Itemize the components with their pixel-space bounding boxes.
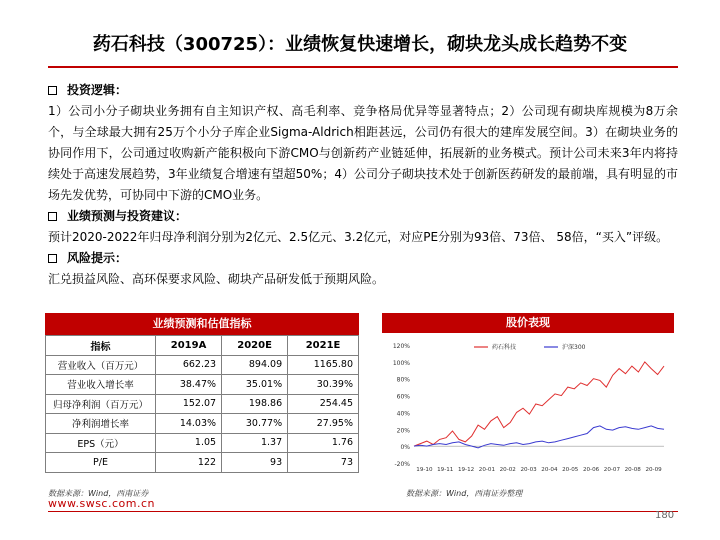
table-row [46, 375, 359, 395]
table-row [46, 433, 359, 453]
table-cell: 27.95% [288, 414, 359, 434]
forecast-paragraph: 预计2020-2022年归母净利润分别为2亿元、2.5亿元、3.2亿元，对应PE分别为93倍、73倍、 58倍，“买入”评级。 [48, 230, 669, 244]
table-cell: 152.07 [156, 394, 222, 414]
table-cell: 93 [222, 453, 288, 473]
row-label: 归母净利润（百万元） [46, 394, 156, 414]
legend-label: 药石科技 [492, 344, 517, 351]
y-tick-label: -20% [394, 461, 410, 468]
stock-line-chart [382, 333, 674, 478]
row-label: 营业收入增长率 [46, 375, 156, 395]
table-title: 业绩预测和估值指标 [45, 313, 359, 335]
logic-paragraph: 1）公司小分子砌块业务拥有自主知识产权、高毛利率、竞争格局优异等显著特点；2）公司现有砌块库规模为8万余个，与全球最大拥有25万个小分子库企业Sigma-Aldrich相距甚远，公司仍有很大的建库发展空间。3）在砌块业务的协同作用下，公司通过收购新产能积极向下游CMO与创新药产业链延伸，拓展新的业务模式。预计公司未来3年内将持续处于高速发展趋势，3年业绩复合增速有望超50%；4）公司分子砌块技术处于创新医药研发的最前端，具有明显的市场先发优势，可协同中下游的CMO业务。 [48, 104, 678, 202]
page-title: 药石科技（300725）：业绩恢复快速增长，砌块龙头成长趋势不变 [92, 34, 628, 55]
forecast-heading [48, 206, 678, 227]
x-tick-label: 20-09 [645, 467, 662, 473]
risk-heading [48, 248, 678, 269]
x-tick-label: 19-11 [437, 467, 454, 473]
x-tick-label: 20-04 [541, 467, 558, 473]
x-tick-label: 20-03 [520, 467, 537, 473]
square-bullet-icon [48, 212, 57, 221]
y-tick-label: 80% [396, 376, 410, 384]
table-source-note: 数据来源：Wind，西南证券 [48, 489, 149, 498]
row-label: 净利润增长率 [46, 414, 156, 434]
table-row [46, 414, 359, 434]
x-tick-label: 19-10 [416, 467, 433, 473]
risk-heading-text: 风险提示： [67, 251, 128, 265]
table-cell: 1.05 [156, 433, 222, 453]
footer-divider [48, 511, 678, 512]
table-cell: 35.01% [222, 375, 288, 395]
table-header: 2019A [156, 336, 222, 356]
table-row [46, 355, 359, 375]
y-tick-label: 100% [392, 359, 410, 367]
logic-heading-text: 投资逻辑： [67, 83, 128, 97]
table-cell: 198.86 [222, 394, 288, 414]
table-cell: 122 [156, 453, 222, 473]
chart-source-note: 数据来源：Wind，西南证券整理 [406, 489, 523, 498]
page-number: 180 [655, 510, 675, 521]
square-bullet-icon [48, 86, 57, 95]
legend-label: 沪深300 [562, 344, 586, 351]
x-tick-label: 19-12 [457, 467, 475, 473]
table-row [46, 453, 359, 473]
stock-chart-panel [382, 313, 674, 478]
row-label: P/E [46, 453, 156, 473]
table-cell: 30.77% [222, 414, 288, 434]
table-cell: 38.47% [156, 375, 222, 395]
table-cell: 1.37 [222, 433, 288, 453]
table-header-row [46, 336, 359, 356]
table-cell: 30.39% [288, 375, 359, 395]
table-cell: 662.23 [156, 355, 222, 375]
square-bullet-icon [48, 254, 57, 263]
table-header: 指标 [46, 336, 156, 356]
title-divider [48, 66, 678, 68]
x-tick-label: 20-02 [499, 467, 516, 473]
x-tick-label: 20-06 [582, 467, 600, 473]
x-tick-label: 20-01 [478, 467, 496, 473]
body-text [48, 80, 678, 290]
table-cell: 254.45 [288, 394, 359, 414]
forecast-heading-text: 业绩预测与投资建议： [67, 209, 188, 223]
y-tick-label: 120% [392, 343, 410, 350]
table-cell: 73 [288, 453, 359, 473]
y-tick-label: 60% [396, 393, 410, 401]
y-tick-label: 40% [396, 410, 410, 418]
series-line [414, 362, 664, 446]
website-url[interactable]: www.swsc.com.cn [48, 497, 155, 510]
risk-paragraph: 汇兑损益风险、高环保要求风险、砌块产品研发低于预期风险。 [48, 272, 385, 286]
table-cell: 894.09 [222, 355, 288, 375]
x-tick-label: 20-07 [603, 467, 621, 473]
x-tick-label: 20-05 [562, 467, 579, 473]
logic-heading [48, 80, 678, 101]
forecast-table [45, 335, 359, 473]
table-cell: 14.03% [156, 414, 222, 434]
table-cell: 1165.80 [288, 355, 359, 375]
table-header: 2021E [288, 336, 359, 356]
y-tick-label: 20% [396, 427, 410, 435]
y-tick-label: 0% [400, 444, 410, 452]
table-row [46, 394, 359, 414]
series-line [414, 426, 664, 448]
table-header: 2020E [222, 336, 288, 356]
table-cell: 1.76 [288, 433, 359, 453]
row-label: EPS（元） [46, 433, 156, 453]
row-label: 营业收入（百万元） [46, 355, 156, 375]
forecast-table-panel [45, 313, 359, 473]
x-tick-label: 20-08 [624, 467, 641, 473]
chart-title: 股价表现 [382, 313, 674, 333]
